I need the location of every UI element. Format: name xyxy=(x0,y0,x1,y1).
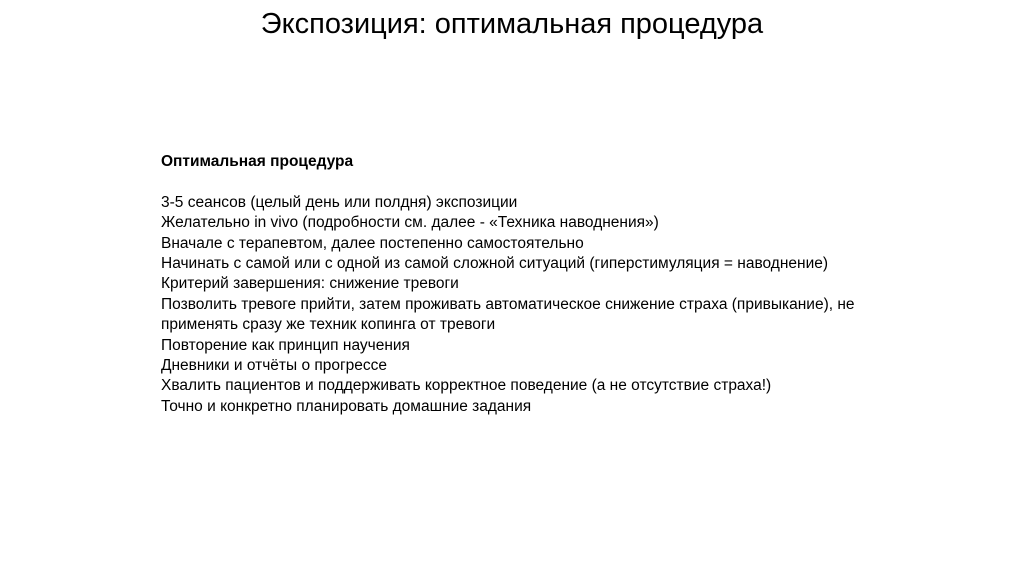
list-item: Повторение как принцип научения xyxy=(161,336,410,354)
slide-content xyxy=(161,152,881,417)
spacer xyxy=(161,172,881,192)
list-item: Дневники и отчёты о прогрессе xyxy=(161,357,388,375)
list-item: Начинать с самой или с одной из самой сложной ситуаций (гиперстимуляция = наводнение) xyxy=(161,255,829,273)
slide-title: Экспозиция: оптимальная процедура xyxy=(260,8,764,40)
list-item: Позволить тревоге прийти, затем проживать автоматическое снижение страха (привыкание), не применять сразу же техник копинга от тревоги xyxy=(161,295,855,334)
content-heading: Оптимальная процедура xyxy=(161,153,354,170)
list-item: Вначале с терапевтом, далее постепенно самостоятельно xyxy=(161,234,584,252)
list-item: Хвалить пациентов и поддерживать корректное поведение (а не отсутствие страха!) xyxy=(161,377,772,395)
list-item: Желательно in vivo (подробности см. далее - «Техника наводнения») xyxy=(161,214,659,232)
list-item: 3-5 сеансов (целый день или полдня) экспозиции xyxy=(161,193,518,211)
list-item: Точно и конкретно планировать домашние задания xyxy=(161,397,532,415)
content-list xyxy=(161,193,881,417)
list-item: Критерий завершения: снижение тревоги xyxy=(161,275,459,293)
